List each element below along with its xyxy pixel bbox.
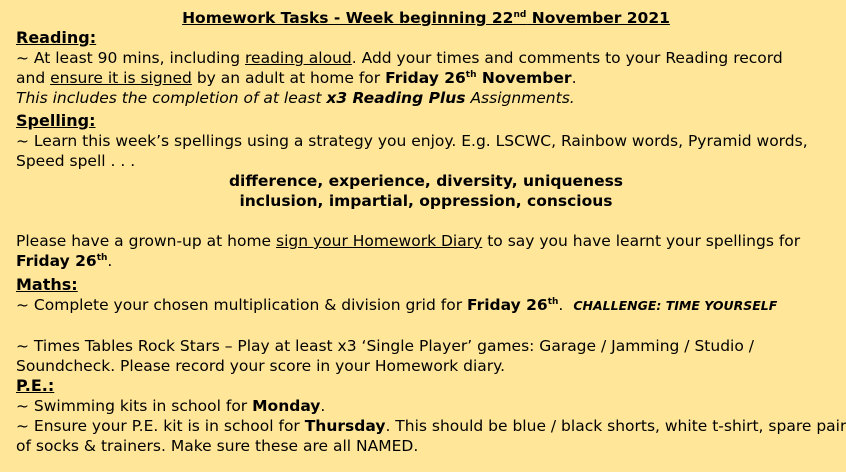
bold-text: Friday 26	[385, 69, 466, 87]
document-title	[16, 8, 836, 28]
bold-text: Thursday	[304, 417, 386, 435]
text: . Add your times and comments to your Reading record	[351, 49, 783, 67]
spelling-line-1: ~ Learn this week’s spellings using a strategy you enjoy. E.g. LSCWC, Rainbow words, Pyramid words,	[16, 132, 808, 150]
bold-text: Friday 26	[16, 252, 97, 270]
text: ~ Complete your chosen multiplication & division grid for	[16, 296, 467, 314]
bold-text: November	[476, 69, 572, 87]
spelling-words-2: inclusion, impartial, oppression, conscious	[239, 192, 613, 210]
title-sup: nd	[513, 9, 527, 20]
text: .	[107, 252, 113, 270]
maths-section	[16, 275, 836, 376]
underlined-text: reading aloud	[245, 49, 352, 67]
text: .	[320, 397, 326, 415]
bold-text: Monday	[252, 397, 321, 415]
pe-section	[16, 376, 846, 456]
challenge-text: CHALLENGE: TIME YOURSELF	[573, 298, 778, 313]
reading-section	[16, 28, 836, 108]
spelling-heading: Spelling:	[16, 111, 96, 130]
spacer	[16, 316, 836, 336]
spelling-para-line-1	[16, 231, 836, 251]
text: ~ Ensure your P.E. kit is in school for	[16, 417, 305, 435]
pe-line-2	[16, 416, 846, 436]
spelling-words-1: difference, experience, diversity, uniqueness	[228, 172, 624, 190]
text: . This should be blue / black shorts, white t-shirt, spare pair	[385, 417, 846, 435]
maths-line-2: ~ Times Tables Rock Stars – Play at least x3 ‘Single Player’ games: Garage / Jamming / Studio /	[16, 337, 754, 355]
bold-text: Friday 26	[467, 296, 548, 314]
superscript: th	[465, 69, 477, 80]
spelling-para-line-2	[16, 251, 836, 271]
text: by an adult at home for	[191, 69, 386, 87]
reading-line-2	[16, 68, 836, 88]
pe-heading: P.E.:	[16, 376, 55, 395]
text: to say you have learnt your spellings for	[482, 232, 801, 250]
text: .	[558, 296, 564, 314]
reading-line-1	[16, 48, 836, 68]
text: Assignments.	[465, 89, 575, 107]
maths-line-1	[16, 295, 836, 316]
text: ~ At least 90 mins, including	[16, 49, 245, 67]
underlined-text: ensure it is signed	[50, 69, 192, 87]
text: ~ Swimming kits in school for	[16, 397, 253, 415]
spelling-section	[16, 111, 836, 271]
spelling-line-2: Speed spell . . .	[16, 152, 136, 170]
spacer	[16, 211, 836, 231]
pe-line-3: of socks & trainers. Make sure these are all NAMED.	[16, 437, 419, 455]
text: and	[16, 69, 51, 87]
title-text-end: November 2021	[526, 9, 670, 27]
text: This includes the completion of at least	[16, 89, 327, 107]
maths-line-3: Soundcheck. Please record your score in your Homework diary.	[16, 357, 506, 375]
superscript: th	[96, 252, 108, 263]
bold-text: x3 Reading Plus	[326, 89, 466, 107]
pe-line-1	[16, 396, 836, 416]
underlined-text: sign your Homework Diary	[276, 232, 483, 250]
text: Please have a grown-up at home	[16, 232, 277, 250]
superscript: th	[547, 296, 559, 307]
maths-heading: Maths:	[16, 275, 78, 294]
title-text: Homework Tasks - Week beginning 22	[182, 9, 514, 27]
text: .	[571, 69, 577, 87]
reading-line-3	[16, 88, 836, 108]
reading-heading: Reading:	[16, 28, 97, 47]
